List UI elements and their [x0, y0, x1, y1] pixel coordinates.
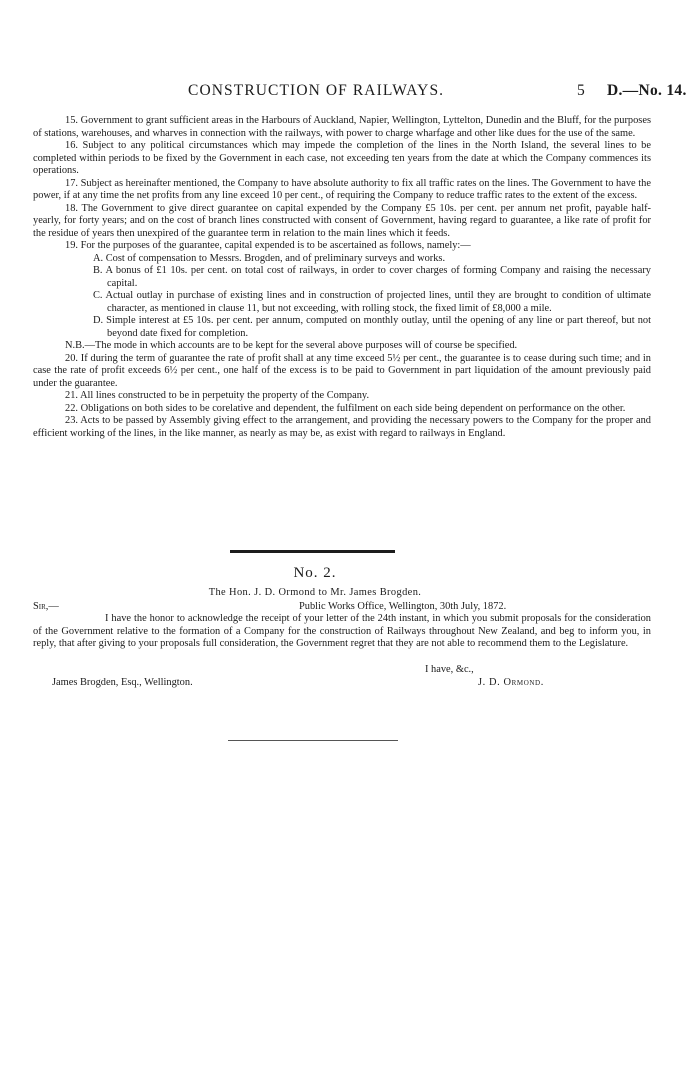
- subclause-c: C. Actual outlay in purchase of existing lines and in construction of projected lines, until they are brought to condition of ultimate character, as mentioned in clause 11, but not exceeding, with rolling stock, the fixed limit of £8,000 a mile.: [93, 290, 651, 314]
- clause-18: 18. The Government to give direct guarantee on capital expended by the Company £5 10s. per cent. per annum net profit, payable half-yearly, for forty years; and on the cost of branch lines constructed with consent of Government, having regard to guarantee, a like rate of profit for the residue of years then unexpired of the guarantee term in relation to the main lines which it feeds.: [33, 202, 651, 239]
- end-rule: [228, 740, 398, 741]
- document-reference: D.—No. 14.: [607, 82, 687, 99]
- page-number: 5: [577, 82, 586, 99]
- clause-22: 22. Obligations on both sides to be corelative and dependent, the fulfilment on each side being dependent on performance on the other.: [65, 402, 626, 414]
- subclause-d: D. Simple interest at £5 10s. per cent. per annum, computed on monthly outlay, until the opening of any line or part thereof, but not beyond date fixed for completion.: [93, 315, 651, 339]
- clause-19: 19. For the purposes of the guarantee, capital expended is to be ascertained as follows, namely:—: [65, 240, 471, 251]
- clauses-section: [33, 115, 651, 440]
- letter-closing: I have, &c.,: [425, 664, 474, 675]
- subclause-a: A. Cost of compensation to Messrs. Brogden, and of preliminary surveys and works.: [93, 252, 446, 264]
- clause-15: 15. Government to grant sufficient areas in the Harbours of Auckland, Napier, Wellington, Lyttelton, Dunedin and the Bluff, for the purposes of stations, warehouses, and wharves in connection with the railways, with power to charge wharfage and other like dues for the use of the same.: [33, 115, 651, 139]
- nota-bene: N.B.—The mode in which accounts are to be kept for the several above purposes will of course be specified.: [65, 340, 518, 351]
- clause-23: 23. Acts to be passed by Assembly giving effect to the arrangement, and providing the necessary powers to the Company for the proper and efficient working of the lines, in the like manner, as nearly as may be, as exist with regard to railways in England.: [33, 415, 651, 439]
- letter-signature: J. D. Ormond.: [478, 677, 544, 688]
- clause-16: 16. Subject to any political circumstances which may impede the completion of the lines in the North Island, the several lines to be completed within periods to be fixed by the Government in each case, not exceeding ten years from the date at which the Company commences its operations.: [33, 140, 651, 176]
- subclause-b: B. A bonus of £1 10s. per cent. on total cost of railways, in order to cover charges of forming Company and raising the necessary capital.: [93, 265, 651, 289]
- running-head: [0, 82, 700, 104]
- letter-body: I have the honor to acknowledge the receipt of your letter of the 24th instant, in which you submit proposals for the consideration of the Government relative to the formation of a Company for the construction of Railways throughout New Zealand, and beg to inform you, in reply, that after giving to your proposals full consideration, the Government regret that they are not able to recommend them to the Legislature.: [33, 613, 651, 649]
- clause-17: 17. Subject as hereinafter mentioned, the Company to have absolute authority to fix all traffic rates on the lines. The Government to have the power, if at any time the net profits from any line exceed 10 per cent., of requiring the Company to reduce traffic rates to the extent of the excess.: [33, 177, 651, 201]
- clause-20: 20. If during the term of guarantee the rate of profit shall at any time exceed 5½ per cent., the guarantee is to cease during such time; and in case the rate of profit exceeds 6½ per cent., one half of the excess is to be paid to Government in part liquidation of the amount previously paid under the guarantee.: [33, 352, 651, 389]
- clause-21: 21. All lines constructed to be in perpetuity the property of the Company.: [65, 390, 370, 401]
- section-divider: [230, 550, 395, 553]
- letter-place-date: Public Works Office, Wellington, 30th July, 1872.: [299, 601, 507, 612]
- letter-salutation: Sir,—: [33, 601, 59, 612]
- letter-number: No. 2.: [293, 565, 337, 581]
- page-title: CONSTRUCTION OF RAILWAYS.: [188, 82, 445, 99]
- letter-heading: The Hon. J. D. Ormond to Mr. James Brogden.: [208, 587, 422, 598]
- letter-addressee: James Brogden, Esq., Wellington.: [52, 677, 193, 688]
